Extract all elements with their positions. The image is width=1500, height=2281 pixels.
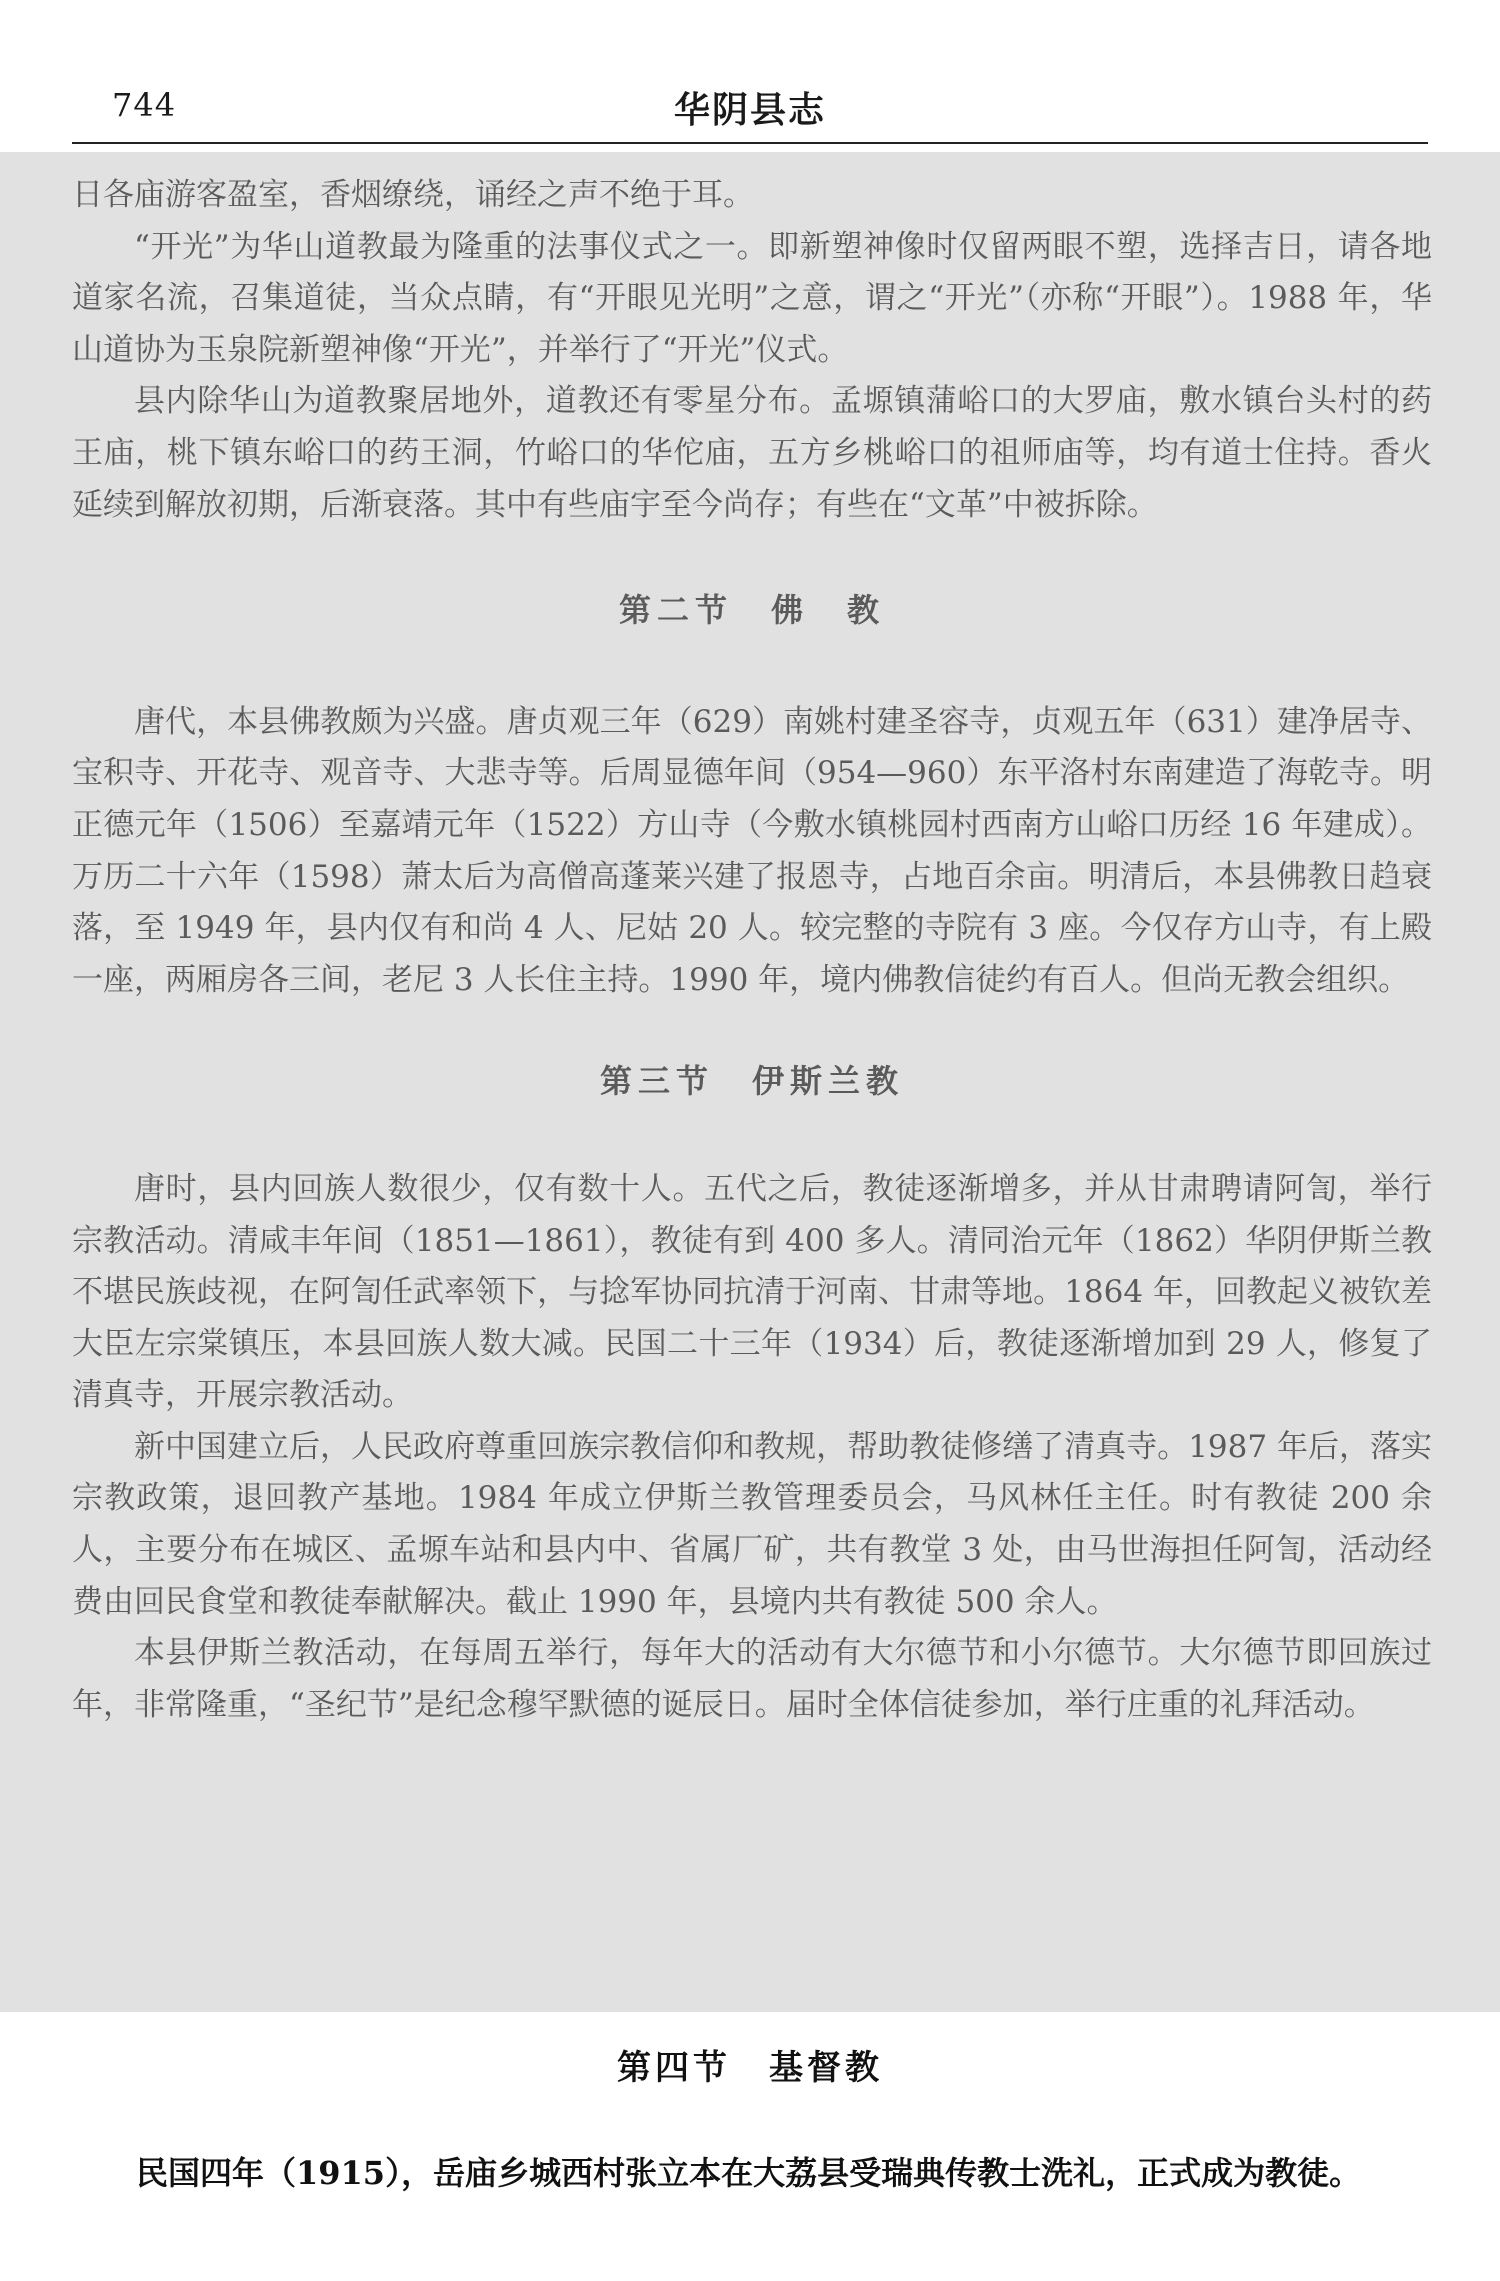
section-heading-islam: 第三节 伊斯兰教 xyxy=(599,1062,904,1101)
paragraph: 唐时，县内回族人数很少，仅有数十人。五代之后，教徒逐渐增多，并从甘肃聘请阿訇，举行宗教活动。清咸丰年间（1851—1861），教徒有到 400 多人。清同治元年（1862）华阴伊斯兰教不堪民族歧视，在阿訇任武率领下，与捻军协同抗清于河南、甘肃等地。1864 年，回教起义被钦差大臣左宗棠镇压，本县回族人数大减。民国二十三年（1934）后，教徒逐渐增加到 29 人，修复了清真寺，开展宗教活动。 xyxy=(72,1170,1432,1414)
main-text xyxy=(72,170,1432,1731)
paragraph: 民国四年（1915），岳庙乡城西村张立本在大荔县受瑞典传教士洗礼，正式成为教徒。 xyxy=(136,2154,1362,2192)
section-heading-christianity: 第四节 基督教 xyxy=(617,2048,883,2088)
section-heading-buddhism: 第二节 佛 教 xyxy=(618,591,885,630)
page-number: 744 xyxy=(112,86,177,124)
paragraph: “开光”为华山道教最为隆重的法事仪式之一。即新塑神像时仅留两眼不塑，选择吉日，请各地道家名流，召集道徒，当众点睛，有“开眼见光明”之意，谓之“开光”（亦称“开眼”）。1988 年，华山道协为玉泉院新塑神像“开光”，并举行了“开光”仪式。 xyxy=(72,228,1432,368)
book-title: 华阴县志 xyxy=(673,90,826,131)
header-rule xyxy=(72,142,1428,144)
paragraph: 新中国建立后，人民政府尊重回族宗教信仰和教规，帮助教徒修缮了清真寺。1987 年后，落实宗教政策，退回教产基地。1984 年成立伊斯兰教管理委员会，马风林任主任。时有教徒 200 余人，主要分布在城区、孟塬车站和县内中、省属厂矿，共有教堂 3 处，由马世海担任阿訇，活动经费由回民食堂和教徒奉献解决。截止 1990 年，县境内共有教徒 500 余人。 xyxy=(72,1428,1432,1620)
paragraph: 本县伊斯兰教活动，在每周五举行，每年大的活动有大尔德节和小尔德节。大尔德节即回族过年，非常隆重，“圣纪节”是纪念穆罕默德的诞辰日。届时全体信徒参加，举行庄重的礼拜活动。 xyxy=(72,1635,1432,1723)
paragraph: 唐代，本县佛教颇为兴盛。唐贞观三年（629）南姚村建圣容寺，贞观五年（631）建净居寺、宝积寺、开花寺、观音寺、大悲寺等。后周显德年间（954—960）东平洛村东南建造了海乾寺。明正德元年（1506）至嘉靖元年（1522）方山寺（今敷水镇桃园村西南方山峪口历经 16 年建成）。万历二十六年（1598）萧太后为高僧高蓬莱兴建了报恩寺，占地百余亩。明清后，本县佛教日趋衰落，至 1949 年，县内仅有和尚 4 人、尼姑 20 人。较完整的寺院有 3 座。今仅存方山寺，有上殿一座，两厢房各三间，老尼 3 人长住主持。1990 年，境内佛教信徒约有百人。但尚无教会组织。 xyxy=(72,703,1432,998)
paragraph: 县内除华山为道教聚居地外，道教还有零星分布。孟塬镇蒲峪口的大罗庙，敷水镇台头村的药王庙，桃下镇东峪口的药王洞，竹峪口的华佗庙，五方乡桃峪口的祖师庙等，均有道士住持。香火延续到解放初期，后渐衰落。其中有些庙宇至今尚存；有些在“文革”中被拆除。 xyxy=(72,383,1432,523)
paragraph: 日各庙游客盈室，香烟缭绕，诵经之声不绝于耳。 xyxy=(72,177,754,213)
page-header xyxy=(72,78,1428,144)
